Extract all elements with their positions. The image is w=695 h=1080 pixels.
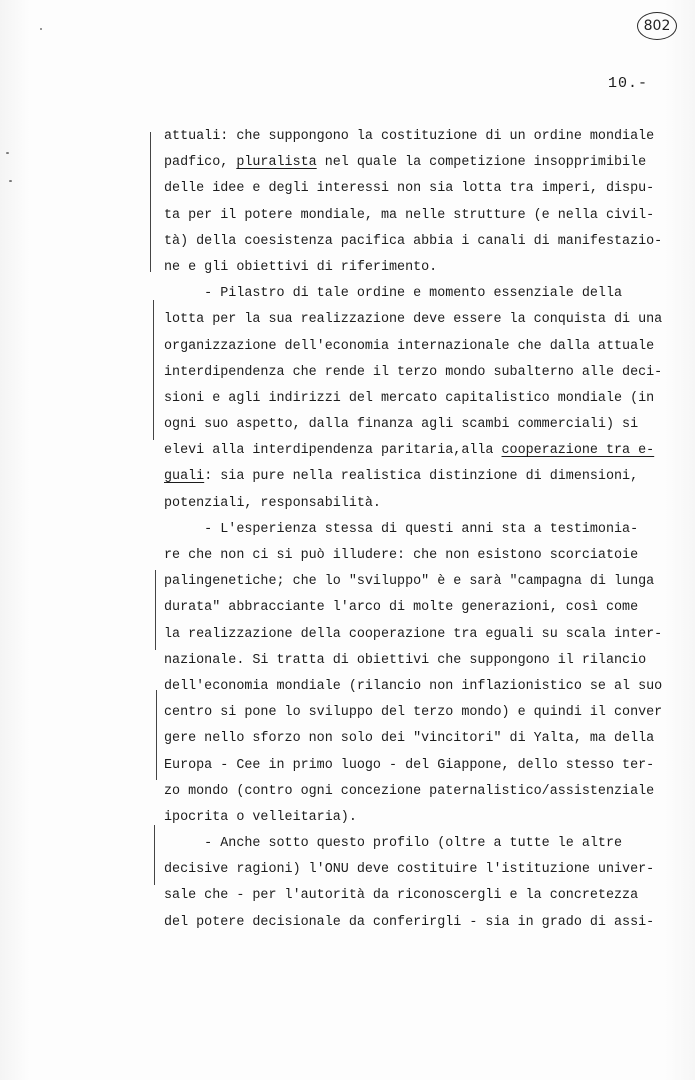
text-line: ipocrita o velleitaria). <box>164 809 357 825</box>
text-line: zo mondo (contro ogni concezione paternalistico/assistenziale <box>164 783 655 799</box>
paragraph-3 <box>164 517 684 831</box>
text-line <box>164 150 684 176</box>
text-line: dell'economia mondiale (rilancio non inflazionistico se al suo <box>164 678 663 694</box>
text-line: ta per il potere mondiale, ma nelle strutture (e nella civil- <box>164 207 655 223</box>
underlined-word: pluralista <box>236 155 317 171</box>
margin-bracket-5 <box>154 825 155 885</box>
paragraph-1 <box>164 124 684 281</box>
text-line: - Anche sotto questo profilo (oltre a tutte le altre <box>164 836 623 852</box>
text-line: re che non ci si può illudere: che non esistono scorciatoie <box>164 548 639 563</box>
paper-speck <box>40 28 42 30</box>
paragraph-4 <box>164 831 684 936</box>
text-segment: padfico, <box>164 155 237 171</box>
text-line: del potere decisionale da conferirgli - sia in grado di assi- <box>164 914 655 930</box>
text-line: sale che - per l'autorità da riconoscergli e la concretezza <box>164 888 639 904</box>
text-line: tà) della coesistenza pacifica abbia i canali di manifestazio- <box>164 233 663 249</box>
text-line <box>164 464 684 490</box>
underlined-phrase: cooperazione tra e- <box>501 443 655 459</box>
text-line: interdipendenza che rende il terzo mondo subalterno alle deci- <box>164 364 663 380</box>
text-line: ogni suo aspetto, dalla finanza agli scambi commerciali) si <box>164 417 639 433</box>
margin-bracket-3 <box>155 570 156 650</box>
text-line: centro si pone lo sviluppo del terzo mondo) e quindi il conver <box>164 705 663 721</box>
page-number: 10.- <box>608 75 649 92</box>
text-line: decisive ragioni) l'ONU deve costituire l'istituzione univer- <box>164 862 655 878</box>
text-line: durata" abbracciante l'arco di molte generazioni, così come <box>164 600 639 616</box>
text-line: ne e gli obiettivi di riferimento. <box>164 259 438 275</box>
margin-bracket-4 <box>156 690 157 780</box>
paper-speck <box>6 152 9 154</box>
body-text <box>164 124 684 936</box>
text-line <box>164 438 684 464</box>
archive-stamp-number: 802 <box>643 18 671 34</box>
text-line: - Pilastro di tale ordine e momento essenziale della <box>164 286 623 302</box>
margin-bracket-2 <box>153 300 154 440</box>
text-line: sioni e agli indirizzi del mercato capitalistico mondiale (in <box>164 390 655 406</box>
text-line: la realizzazione della cooperazione tra eguali su scala inter- <box>164 626 663 642</box>
paragraph-2 <box>164 281 684 517</box>
text-line: lotta per la sua realizzazione deve essere la conquista di una <box>164 312 663 328</box>
text-line: - L'esperienza stessa di questi anni sta a testimonia- <box>164 521 639 537</box>
margin-bracket-1 <box>150 132 151 272</box>
underlined-phrase: guali <box>164 469 205 485</box>
text-line: delle idee e degli interessi non sia lotta tra imperi, dispu- <box>164 181 655 197</box>
text-line: gere nello sforzo non solo dei "vincitori" di Yalta, ma della <box>164 731 655 747</box>
text-segment: elevi alla interdipendenza paritaria,alla <box>164 443 502 459</box>
text-line: Europa - Cee in primo luogo - del Giappone, dello stesso ter- <box>164 757 655 773</box>
text-line: potenziali, responsabilità. <box>164 495 381 511</box>
text-line: attuali: che suppongono la costituzione di un ordine mondiale <box>164 129 655 144</box>
paper-speck <box>9 180 12 182</box>
text-line: palingenetiche; che lo "sviluppo" è e sarà "campagna di lunga <box>164 574 655 590</box>
text-segment: : sia pure nella realistica distinzione di dimensioni, <box>204 469 639 485</box>
text-line: organizzazione dell'economia internazionale che dalla attuale <box>164 338 655 354</box>
text-segment: nel quale la competizione insopprimibile <box>316 155 647 171</box>
text-line: nazionale. Si tratta di obiettivi che suppongono il rilancio <box>164 652 647 668</box>
archive-stamp <box>637 12 677 40</box>
